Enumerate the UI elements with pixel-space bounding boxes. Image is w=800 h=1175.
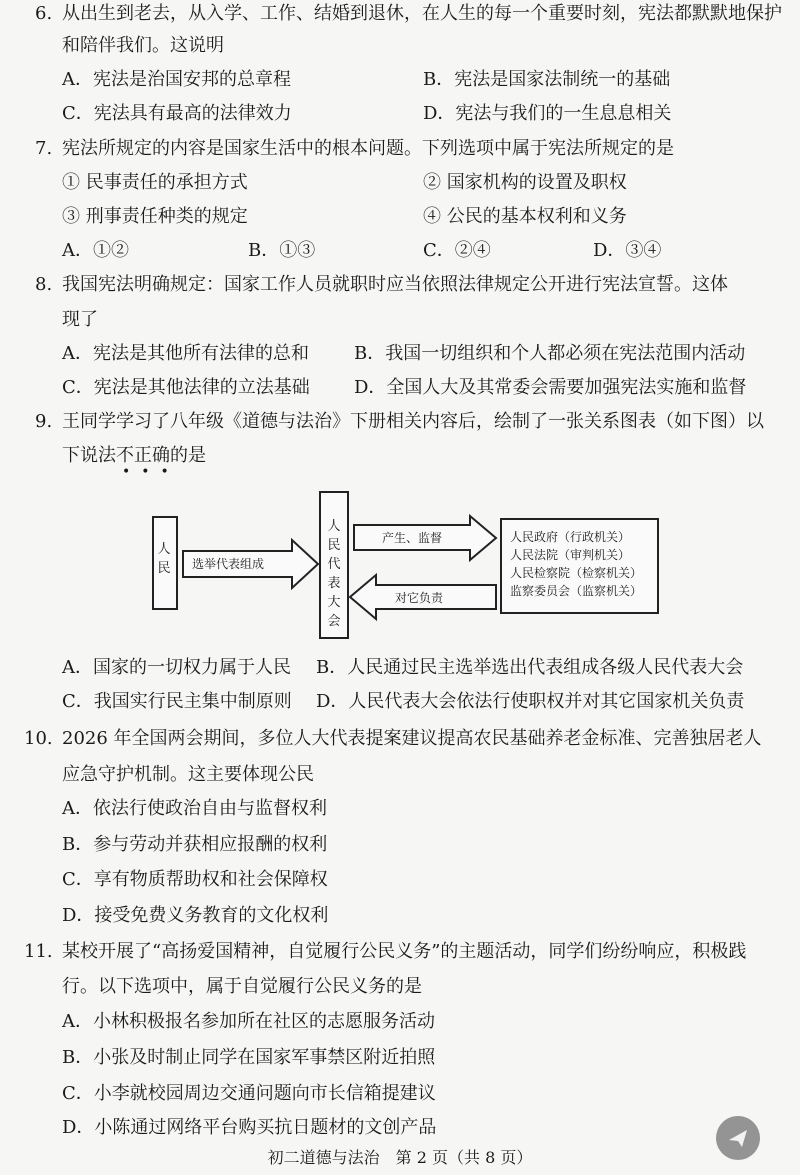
q7-item-3: ③ 刑事责任种类的规定 bbox=[62, 206, 248, 227]
q6-stem-line2: 和陪伴我们。这说明 bbox=[62, 35, 224, 56]
diagram-people-label: 人民 bbox=[157, 542, 171, 576]
floating-send-button[interactable] bbox=[716, 1116, 760, 1160]
diagram-arrow-elect-label: 选举代表组成 bbox=[192, 557, 265, 571]
q11-option-d: D．小陈通过网络平台购买抗日题材的文创产品 bbox=[62, 1117, 437, 1138]
q6-option-b: B．宪法是国家法制统一的基础 bbox=[423, 69, 671, 90]
q9-option-a: A．国家的一切权力属于人民 bbox=[62, 657, 291, 678]
q6-stem-line1: 从出生到老去，从入学、工作、结婚到退休，在人生的每一个重要时刻，宪法都默默地保护 bbox=[62, 3, 782, 24]
q11-stem-line1: 某校开展了“高扬爱国精神，自觉履行公民义务”的主题活动，同学们纷纷响应，积极践 bbox=[62, 941, 747, 962]
q7-item-2: ② 国家机构的设置及职权 bbox=[423, 172, 627, 193]
page-footer: 初二道德与法治 第 2 页（共 8 页） bbox=[267, 1148, 533, 1167]
q6-option-a: A．宪法是治国安邦的总章程 bbox=[62, 69, 291, 90]
q10-option-b: B．参与劳动并获相应报酬的权利 bbox=[62, 834, 328, 855]
emphasis-dots: ••• bbox=[122, 464, 180, 480]
q7-option-c: C．②④ bbox=[423, 240, 491, 261]
q11-option-a: A．小林积极报名参加所在社区的志愿服务活动 bbox=[62, 1011, 435, 1032]
q11-number: 11. bbox=[24, 941, 53, 962]
q8-option-b: B．我国一切组织和个人都必须在宪法范围内活动 bbox=[354, 343, 746, 364]
q11-option-c: C．小李就校园周边交通问题向市长信箱提建议 bbox=[62, 1083, 436, 1104]
diagram-organ-procuratorate: 人民检察院（检察机关） bbox=[510, 566, 643, 580]
q7-option-b: B．①③ bbox=[248, 240, 316, 261]
q9-number: 9. bbox=[35, 411, 53, 432]
q11-option-b: B．小张及时制止同学在国家军事禁区附近拍照 bbox=[62, 1047, 436, 1068]
q11-stem-line2: 行。以下选项中，属于自觉履行公民义务的是 bbox=[62, 976, 422, 997]
diagram-congress-label: 人民代表大会 bbox=[327, 519, 341, 629]
q8-option-a: A．宪法是其他所有法律的总和 bbox=[62, 343, 309, 364]
q6-option-c: C．宪法具有最高的法律效力 bbox=[62, 103, 292, 124]
diagram-organ-government: 人民政府（行政机关） bbox=[510, 530, 631, 544]
q10-stem-line2: 应急守护机制。这主要体现公民 bbox=[62, 764, 314, 785]
q9-option-b: B．人民通过民主选举选出代表组成各级人民代表大会 bbox=[316, 657, 744, 678]
q7-option-a: A．①② bbox=[62, 240, 129, 261]
q6-number: 6. bbox=[35, 3, 53, 24]
q6-option-d: D．宪法与我们的一生息息相关 bbox=[423, 103, 672, 124]
q10-option-c: C．享有物质帮助权和社会保障权 bbox=[62, 869, 328, 890]
q7-item-1: ① 民事责任的承担方式 bbox=[62, 172, 248, 193]
diagram-organ-supervision: 监察委员会（监察机关） bbox=[510, 584, 643, 598]
q10-number: 10. bbox=[24, 728, 53, 749]
q10-option-a: A．依法行使政治自由与监督权利 bbox=[62, 798, 327, 819]
q7-stem: 宪法所规定的内容是国家生活中的根本问题。下列选项中属于宪法所规定的是 bbox=[62, 138, 674, 159]
q7-item-4: ④ 公民的基本权利和义务 bbox=[423, 206, 627, 227]
diagram-organ-court: 人民法院（审判机关） bbox=[510, 548, 631, 562]
diagram-arrow-responsible-label: 对它负责 bbox=[395, 591, 444, 605]
q10-option-d: D．接受免费义务教育的文化权利 bbox=[62, 905, 329, 926]
send-icon bbox=[716, 1116, 760, 1160]
q10-stem-line1: 2026 年全国两会期间，多位人大代表提案建议提高农民基础养老金标准、完善独居老人 bbox=[62, 728, 762, 749]
q8-number: 8. bbox=[35, 274, 53, 295]
q7-option-d: D．③④ bbox=[593, 240, 662, 261]
q9-stem-line2: 下说法不正确的是 bbox=[62, 445, 206, 466]
q8-option-d: D．全国人大及其常委会需要加强宪法实施和监督 bbox=[354, 377, 747, 398]
q8-stem-line2: 现了 bbox=[62, 309, 98, 330]
q9-option-d: D．人民代表大会依法行使职权并对其它国家机关负责 bbox=[316, 691, 745, 712]
q8-option-c: C．宪法是其他法律的立法基础 bbox=[62, 377, 310, 398]
q7-number: 7. bbox=[35, 138, 53, 159]
q9-stem-line1: 王同学学习了八年级《道德与法治》下册相关内容后，绘制了一张关系图表（如下图）以 bbox=[62, 411, 764, 432]
q8-stem-line1: 我国宪法明确规定：国家工作人员就职时应当依照法律规定公开进行宪法宣誓。这体 bbox=[62, 274, 728, 295]
q9-option-c: C．我国实行民主集中制原则 bbox=[62, 691, 292, 712]
diagram-arrow-produce-label: 产生、监督 bbox=[382, 531, 443, 545]
